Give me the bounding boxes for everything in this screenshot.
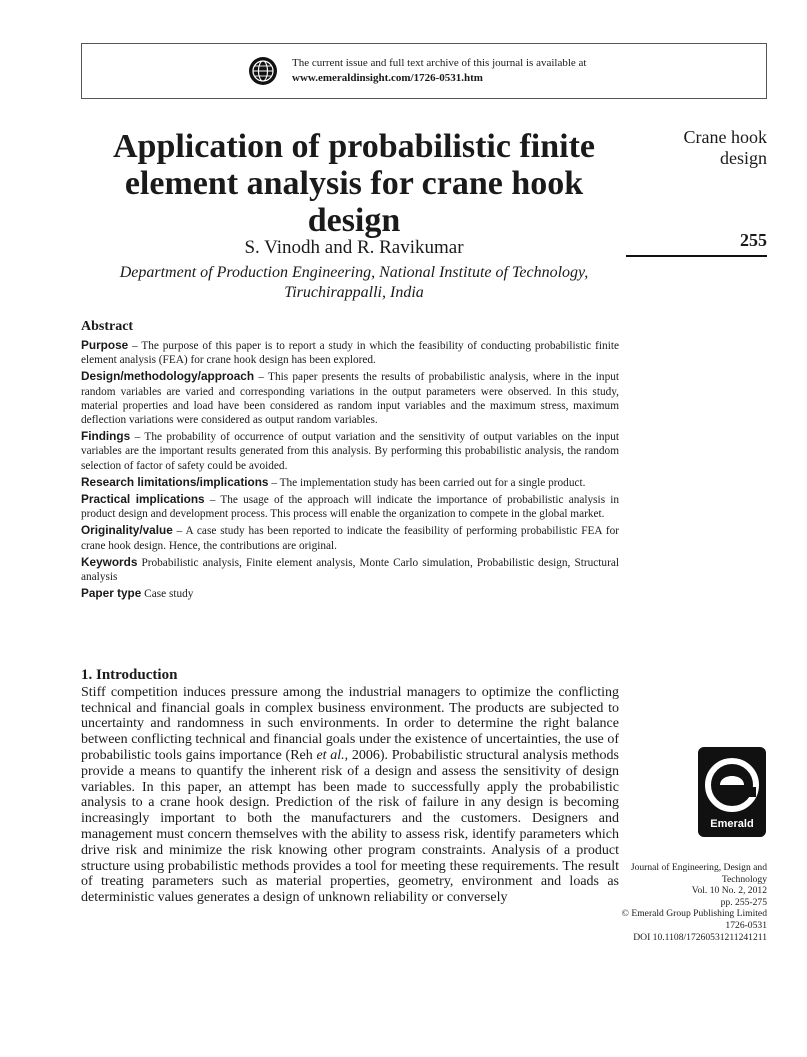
article-title: Application of probabilistic finite element analysis for crane hook design [112, 128, 596, 239]
abstract [81, 318, 619, 603]
journal-info-line: 1726-0531 [725, 919, 767, 931]
abstract-label: Design/methodology/approach [81, 369, 255, 384]
archive-url[interactable]: www.emeraldinsight.com/1726-0531.htm [292, 72, 483, 84]
abstract-label: Findings [81, 429, 131, 444]
abstract-text: Probabilistic analysis, Finite element analysis, Monte Carlo simulation, Probabilistic design, Structural analysis [81, 556, 619, 584]
abstract-findings: Findings – The probability of occurrence of output variation and the sensitivity of output variables on the input variables are the important results generated from this analysis. By performing this probabilistic analysis, the random selection of factor of safety could be avoided. [81, 429, 619, 472]
journal-info-line: Vol. 10 No. 2, 2012 [691, 885, 767, 897]
abstract-design: Design/methodology/approach – This paper presents the results of probabilistic analysis, where in the input random variables are varied and corresponding variations in the output parameters were observed. In this study, material properties and load have been considered as random input variables and the maximum stress, maximum deflection variations were considered as output random variables. [81, 369, 620, 427]
abstract-text: The usage of the approach will indicate the importance of probabilistic analysis in product design and development process. This process will enable the organization to compete in the global market. [81, 494, 620, 521]
affiliation-line2: Tiruchirappalli, India [284, 284, 424, 301]
abstract-practical: Practical implications – The usage of the approach will indicate the importance of probabilistic analysis in product design and development process. This process will enable the organization to compete in the global market. [81, 492, 620, 521]
abstract-label: Research limitations/implications [81, 474, 269, 489]
abstract-purpose: Purpose – The purpose of this paper is to report a study in which the feasibility of conducting probabilistic finite element analysis (FEA) for crane hook design has been explored. [81, 338, 619, 367]
journal-info-line: DOI 10.1108/17260531211241211 [633, 931, 767, 943]
running-head-line2: design [720, 148, 767, 168]
abstract-text: The probability of occurrence of output variation and the sensitivity of output variables on the input variables are the important results generated from this analysis. By performing this probabilistic analysis, the random selection of factor of safety could be avoided. [81, 431, 619, 472]
globe-icon [248, 56, 278, 86]
running-head [684, 127, 767, 169]
introduction-heading: 1. Introduction [81, 667, 178, 683]
archive-notice [292, 56, 586, 86]
abstract-text: The purpose of this paper is to report a study in which the feasibility of conducting probabilistic finite element analysis (FEA) for crane hook design has been explored. [81, 340, 619, 367]
journal-info-line: Technology [721, 873, 767, 885]
abstract-text: The implementation study has been carried out for a single product. [279, 476, 586, 489]
abstract-originality: Originality/value – A case study has been reported to indicate the feasibility of performing probabilistic FEA for crane hook design. Hence, the contributions are original. [81, 523, 619, 552]
introduction-section [81, 668, 619, 906]
abstract-text: Case study [144, 588, 194, 601]
abstract-label: Originality/value [81, 523, 173, 538]
abstract-label: Keywords [81, 554, 138, 569]
logo-text: Emerald [710, 818, 754, 830]
journal-info-line: pp. 255-275 [720, 896, 767, 908]
abstract-label: Purpose [81, 338, 129, 352]
journal-info-line: Journal of Engineering, Design and [630, 862, 767, 873]
running-head-line1: Crane hook [683, 127, 767, 147]
abstract-label: Paper type [81, 586, 142, 601]
abstract-paper-type [81, 586, 619, 601]
abstract-keywords [81, 555, 619, 584]
header-rule [626, 255, 767, 257]
abstract-text: A case study has been reported to indicate the feasibility of performing probabilistic FEA for crane hook design. Hence, the contributions are original. [81, 525, 619, 552]
affiliation-line1: Department of Production Engineering, National Institute of Technology, [119, 264, 589, 281]
abstract-text: This paper presents the results of probabilistic analysis, where in the input random variables are varied and corresponding variations in the output parameters were observed. In this study, material properties and load have been considered as random input variables and the maximum stress, maximum deflection variations were considered as output random variables. [81, 371, 620, 427]
page-number: 255 [740, 230, 767, 250]
emerald-logo [698, 747, 766, 837]
introduction-paragraph: Stiff competition induces pressure among the industrial managers to optimize the conflicting technical and financial goals in complex business environment. The products are subjected to uncertainty and randomness in such environments. In order to determine the right balance between conflicting technical and financial goals under the existence of uncertainties, the use of probabilistic tools gains importance (Reh et al., 2006). Probabilistic structural analysis methods provide a means to quantify the inherent risk of a design and assess the sensitivity of design variables. In this paper, an attempt has been made to successfully apply the probabilistic analysis to a crane hook design. Prediction of the risk of failure in any design is becoming increasingly important to both the manufacturers and the customers. Designers and management must concern themselves with the ability to assess risk, identify parameters which drive risk and minimize the risk knowing other program constraints. Analysis of a product structure using probabilistic methods provides a tool for meeting these requirements. The result of treating parameters such as material properties, geometry, environment and loads as deterministic values generates a design of unknown reliability or conversely [81, 684, 619, 906]
article-affiliation [82, 263, 626, 303]
abstract-label: Practical implications [81, 492, 205, 507]
abstract-heading: Abstract [81, 319, 134, 334]
journal-info-line: © Emerald Group Publishing Limited [621, 908, 767, 920]
journal-info [597, 862, 767, 943]
archive-notice-line1: The current issue and full text archive of this journal is available at [292, 57, 587, 69]
article-authors: S. Vinodh and R. Ravikumar [244, 237, 464, 258]
abstract-limitations: Research limitations/implications – The implementation study has been carried out for a single product. [81, 474, 586, 489]
